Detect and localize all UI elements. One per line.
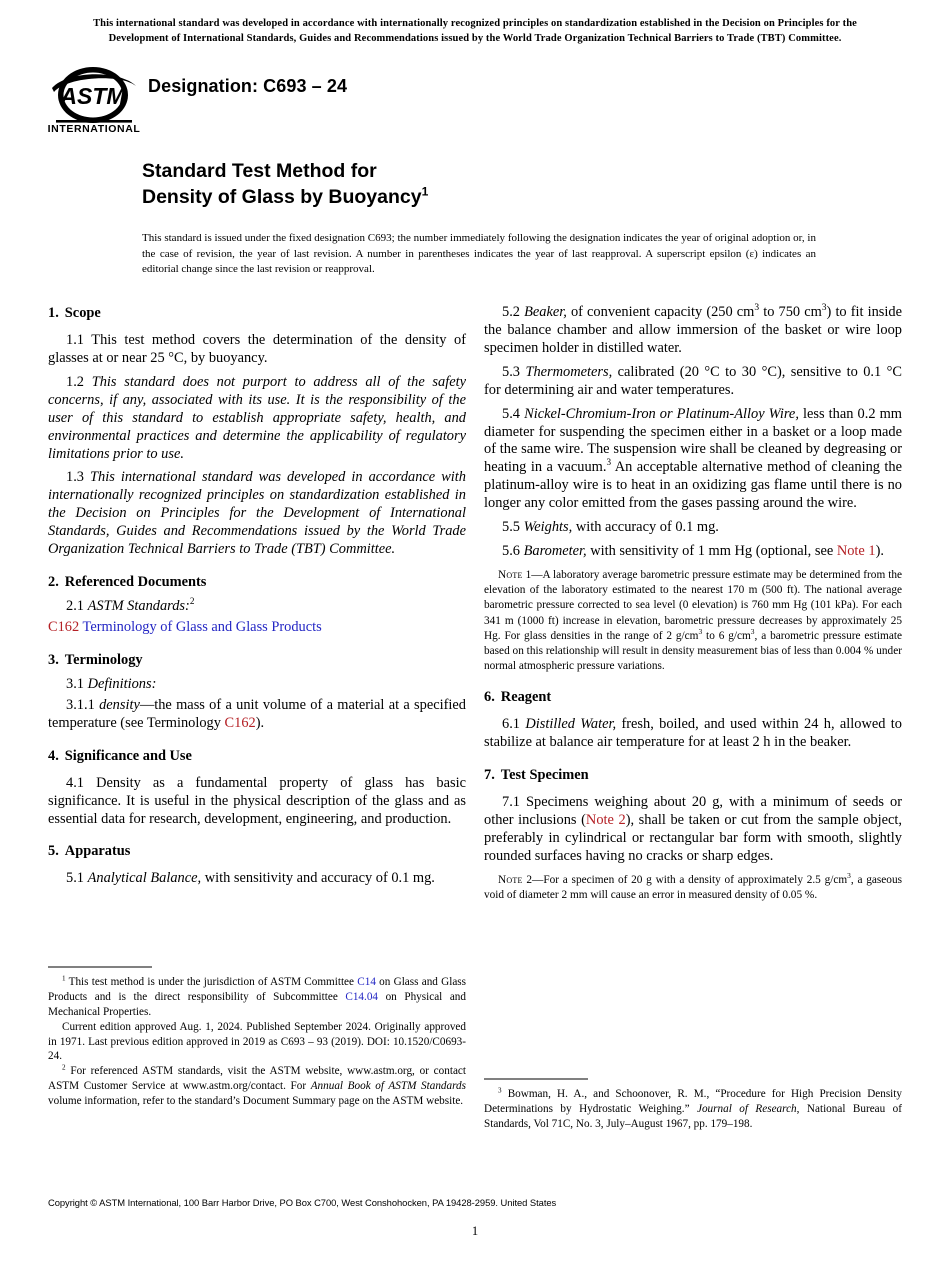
footnote-text-a: Bowman, H. A., and Schoonover, R. M., “Procedure for High Precision Density Determinations by Hydrostatic Weighing.” — [484, 1088, 902, 1115]
footnotes-right — [484, 1078, 902, 1132]
section-heading-reagent — [484, 688, 902, 706]
paragraph-text-b: An acceptable alternative method of cleaning the platinum-alloy wire is to heat in an oxidizing gas flame until there is no longer any color emitted from the gases passing around the wire. — [484, 459, 902, 512]
paragraph-4-1 — [48, 769, 466, 829]
paragraph-number: 6.1 — [502, 716, 520, 733]
title-block — [142, 158, 842, 210]
reagent-term: Distilled Water, — [525, 716, 617, 733]
note-text-a: —A laboratory average barometric pressure estimate may be determined from the elevation of the laboratory estimated to the nearest 170 m (500 ft). The national average barometric pressure corrected to sea level (0 elevation) is 760 mm Hg (101 kPa). For each 341 m (1000 ft) increase in elevation, barometric pressure decreases by approximately 25 Hg. For glass densities in the range of 2 g/cm — [484, 568, 902, 642]
note-text-c: , a barometric pressure estimate based on this relationship will result in density measurement bias of less than 0.004 % under normal atmospheric pressure variations. — [484, 629, 902, 673]
note-label: Note — [498, 568, 523, 581]
note-number: 1 — [525, 568, 532, 581]
section-number: 2. — [48, 574, 59, 591]
tbt-header-line1: This international standard was developed in accordance with internationally recognized principles on standardization established in the Decision on Principles for the — [93, 18, 857, 29]
standard-title-link[interactable]: Terminology of Glass and Glass Products — [82, 618, 322, 635]
paragraph-2-1 — [48, 595, 466, 616]
section-title: Scope — [64, 305, 101, 321]
svg-text:INTERNATIONAL: INTERNATIONAL — [48, 123, 140, 134]
footnote-marker: 2 — [62, 1063, 66, 1072]
journal-title: Journal of Research — [697, 1102, 797, 1115]
paragraph-number: 1.1 — [66, 332, 84, 348]
footnote-separator-rule — [48, 966, 152, 968]
section-title: Apparatus — [64, 843, 131, 860]
note-text-a: —For a specimen of 20 g with a density of approximately 2.5 g/cm — [532, 873, 848, 886]
paragraph-number: 5.2 — [502, 304, 520, 320]
paragraph-text-b: to 750 cm — [759, 304, 822, 320]
astm-logo — [48, 62, 140, 134]
section-heading-scope — [48, 304, 466, 322]
superscript-exponent: 3 — [847, 871, 851, 881]
paragraph-text: Definitions: — [87, 675, 157, 692]
paragraph-1-2 — [48, 368, 466, 464]
title-line1: Standard Test Method for — [142, 160, 377, 182]
astm-logo-icon — [48, 62, 140, 134]
paragraph-5-4 — [484, 400, 902, 514]
apparatus-term: Thermometers, — [525, 363, 613, 380]
section-number: 6. — [484, 689, 495, 706]
paragraph-1-3 — [48, 463, 466, 559]
referenced-standard-entry — [48, 616, 466, 637]
footnote-2 — [48, 1064, 466, 1109]
publication-title: Annual Book of ASTM Standards — [310, 1080, 466, 1093]
paragraph-number: 5.3 — [502, 363, 520, 380]
footnote-marker: 3 — [606, 457, 612, 468]
section-number: 4. — [48, 747, 59, 764]
title-line2: Density of Glass by Buoyancy — [142, 186, 422, 209]
superscript-exponent: 3 — [698, 626, 703, 636]
section-title: Test Specimen — [500, 767, 589, 784]
paragraph-text-c: ) to fit inside the balance chamber and allow immersion of the basket or wire loop specimen holder in distilled water. — [484, 304, 902, 356]
superscript-exponent: 3 — [821, 303, 827, 314]
footnote-text-b: on Glass and Glass Products and is the direct responsibility of Subcommittee — [48, 976, 467, 1003]
right-column — [484, 304, 902, 903]
superscript-exponent: 3 — [754, 303, 760, 314]
paragraph-number: 7.1 — [502, 794, 520, 811]
paragraph-number: 3.1 — [66, 675, 84, 692]
apparatus-term: Beaker, — [524, 304, 567, 320]
tbt-header-line2: Development of International Standards, Guides and Recommendations issued by the World Trade Organization Technical Barriers to Trade (TBT) Committee. — [108, 33, 842, 45]
section-heading-terminology — [48, 651, 466, 669]
apparatus-term: Nickel-Chromium-Iron or Platinum-Alloy Wire, — [524, 405, 799, 422]
note-number: 2 — [526, 873, 533, 886]
paragraph-text: This standard does not purport to address all of the safety concerns, if any, associated with its use. It is the responsibility of the user of this standard to establish appropriate safety, health, and environmental practices and determine the applicability of regulatory limitations prior to use. — [48, 373, 466, 462]
astm-standards-label: ASTM Standards: — [87, 598, 190, 615]
paragraph-5-5 — [484, 513, 902, 537]
footnote-text-a: For referenced ASTM standards, visit the ASTM website, www.astm.org, or contact ASTM Customer Service at www.astm.org/contact. For — [48, 1065, 466, 1093]
paragraph-7-1 — [484, 788, 902, 866]
paragraph-text-a: Specimens weighing about 20 g, with a minimum of seeds or other inclusions ( — [484, 794, 902, 829]
note-2 — [484, 866, 902, 903]
footnote-text-b: , National Bureau of Standards, Vol 71C, No. 3, July–August 1967, pp. 179–198. — [484, 1102, 902, 1130]
masthead — [48, 62, 902, 134]
section-title: Reagent — [500, 689, 552, 706]
section-title: Terminology — [64, 651, 143, 668]
paragraph-6-1 — [484, 710, 902, 752]
section-heading-significance-and-use — [48, 747, 466, 765]
paragraph-text-b: ), shall be taken or cut from the sample object, preferably in cylindrical or rectangular bar form with smooth, slightly rounded surfaces having no cracks or sharp edges. — [484, 812, 902, 864]
paragraph-number: 5.6 — [502, 543, 520, 560]
note-label: Note — [498, 873, 523, 886]
note-text-b: , a gaseous void of diameter 2 mm will cause an error in measured density of 0.05 %. — [484, 873, 902, 902]
page-number: 1 — [471, 1224, 479, 1238]
footnote-1 — [48, 975, 466, 1020]
apparatus-term: Barometer, — [523, 543, 587, 560]
section-title: Referenced Documents — [64, 574, 207, 591]
paragraph-number: 3.1.1 — [66, 696, 95, 713]
paragraph-1-1 — [48, 326, 466, 368]
paragraph-text-a: with sensitivity of 1 mm Hg (optional, see — [586, 543, 837, 560]
footnote-3 — [484, 1087, 902, 1132]
note-text-b: to 6 g/cm — [702, 629, 751, 642]
standard-id-link[interactable]: C162 — [48, 618, 80, 635]
subcommittee-c1404-link[interactable]: C14.04 — [345, 990, 379, 1003]
paragraph-text: with accuracy of 0.1 mg. — [572, 519, 719, 536]
footnote-text-a: This test method is under the jurisdiction of ASTM Committee — [65, 976, 358, 988]
svg-text:ASTM: ASTM — [60, 83, 126, 109]
section-heading-apparatus — [48, 842, 466, 860]
footnote-text-b: volume information, refer to the standard’s Document Summary page on the ASTM website. — [48, 1095, 464, 1108]
definition-text-end: ). — [255, 714, 265, 731]
paragraph-number: 5.5 — [502, 519, 520, 536]
paragraph-5-3 — [484, 358, 902, 400]
copyright-notice: Copyright © ASTM International, 100 Barr Harbor Drive, PO Box C700, West Conshohocken, PA 19428-2959. United States — [48, 1197, 557, 1208]
apparatus-term: Weights, — [523, 519, 573, 536]
paragraph-5-6 — [484, 537, 902, 561]
section-number: 1. — [48, 305, 59, 321]
paragraph-number: 1.3 — [66, 469, 84, 486]
page-title — [142, 158, 842, 210]
footnote-marker: 3 — [498, 1086, 502, 1095]
paragraph-5-1 — [48, 864, 466, 888]
defined-term: density — [99, 696, 140, 713]
issued-statement: This standard is issued under the fixed designation C693; the number immediately following the designation indicates the year of original adoption or, in the case of revision, the year of last revision. A number in parentheses indicates the year of last reapproval. A superscript epsilon (ε) indicates an editorial change since the last revision or reapproval. — [142, 232, 816, 276]
paragraph-number: 5.1 — [66, 870, 84, 887]
footnote-separator-rule — [484, 1078, 588, 1080]
definition-text: —the mass of a unit volume of a material at a specified temperature (see Terminology — [48, 696, 466, 731]
section-heading-test-specimen — [484, 766, 902, 784]
superscript-exponent: 3 — [750, 626, 755, 636]
note-2-link[interactable]: Note 2 — [585, 812, 626, 829]
paragraph-number: 4.1 — [66, 774, 84, 791]
paragraph-text: fresh, boiled, and used within 24 h, allowed to stabilize at balance air temperature for at least 2 h in the beaker. — [484, 716, 902, 751]
paragraph-text: Density as a fundamental property of glass has basic significance. It is useful in the physical description of the glass and as essential data for research, development, engineering, and production. — [48, 774, 466, 827]
section-number: 3. — [48, 651, 59, 668]
paragraph-5-2 — [484, 304, 902, 358]
tbt-header — [48, 16, 902, 46]
committee-c14-link[interactable]: C14 — [357, 976, 376, 988]
footnotes-left — [48, 966, 466, 1109]
footnote-marker: 2 — [189, 596, 195, 607]
apparatus-term: Analytical Balance, — [87, 870, 202, 887]
paragraph-text: This test method covers the determination of the density of glasses at or near 25 °C, by buoyancy. — [48, 332, 466, 366]
section-title: Significance and Use — [64, 747, 192, 764]
edition-statement: Current edition approved Aug. 1, 2024. Published September 2024. Originally approved in 1971. Last previous edition approved in 2019 as C693 – 93 (2019). DOI: 10.1520/C0693-24. — [48, 1020, 466, 1063]
terminology-c162-link[interactable]: C162 — [224, 714, 256, 731]
section-number: 7. — [484, 767, 495, 784]
footnote-text-c: on Physical and Mechanical Properties. — [48, 990, 466, 1018]
note-1-link[interactable]: Note 1 — [836, 543, 876, 560]
paragraph-text-a: of convenient capacity (250 cm — [566, 304, 755, 320]
paragraph-text: with sensitivity and accuracy of 0.1 mg. — [201, 870, 435, 887]
paragraph-text: This international standard was developed in accordance with internationally recognized principles on standardization established in the Decision on Principles for the Development of International Standards, Guides and Recommendations issued by the World Trade Organization Technical Barriers to Trade (TBT) Committee. — [48, 469, 466, 558]
paragraph-number: 1.2 — [66, 373, 84, 390]
paragraph-text: calibrated (20 °C to 30 °C), sensitive to 0.1 °C for determining air and water temperatures. — [484, 363, 902, 398]
title-footnote-marker: 1 — [421, 184, 429, 199]
paragraph-3-1 — [48, 673, 466, 694]
section-heading-referenced-documents — [48, 573, 466, 591]
paragraph-number: 2.1 — [66, 598, 84, 615]
left-column — [48, 304, 466, 888]
footnote-marker: 1 — [62, 974, 66, 983]
designation: Designation: C693 – 24 — [148, 76, 348, 96]
paragraph-number: 5.4 — [502, 405, 520, 422]
paragraph-text-b: ). — [875, 543, 885, 560]
paragraph-3-1-1 — [48, 694, 466, 733]
paragraph-text-a: less than 0.2 mm diameter for suspending the specimen either in a basket or a loop made of the same wire. The suspension wire shall be cleaned by degreasing or heating in a vacuum. — [484, 405, 902, 476]
section-number: 5. — [48, 843, 59, 860]
note-1 — [484, 561, 902, 674]
